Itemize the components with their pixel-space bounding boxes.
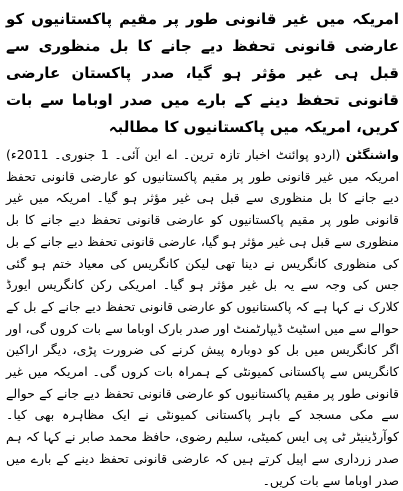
article-headline: امریکہ میں غیر قانونی طور پر مقیم پاکستانیوں کو عارضی قانونی تحفظ دیے جانے کا بل منظوری سے قبل ہی غیر مؤثر ہو گیا، صدر پاکستان عارضی قانونی تحفظ دینے کے بارے میں صدر اوباما سے بات کریں، امریکہ میں پاکستانیوں کا مطالبہ: [6, 10, 399, 136]
article-body-text: (اردو پوائنٹ اخبار تازہ ترین۔ اے این آئی۔ 1 جنوری۔ 2011ء) امریکہ میں غیر قانونی طور پر مقیم پاکستانیوں کو عارضی قانونی تحفظ دیے جانے کا بل منظوری سے قبل ہی غیر مؤثر ہو گیا۔ امریکہ میں غیر قانونی طور پر مقیم پاکستانیوں کو عارضی قانونی تحفظ دیے جانے کا بل منظوری سے قبل ہی غیر مؤثر ہو گیا، عارضی قانونی تحفظ دیے جانے کے بل کی منظوری کانگریس نے دینا تھی لیکن کانگریس کی معیاد ختم ہو گئی جس کی وجہ سے یہ بل غیر مؤثر ہو گیا۔ امریکی رکن کانگریس ایورڈ کلارک نے کہا ہے کہ پاکستانیوں کو عارضی قانونی تحفظ دیے جانے کے بل کے حوالے سے میں اسٹیٹ ڈیپارٹمنٹ اور صدر بارک اوباما سے بات کروں گی، اور اگر کانگریس میں بل کو دوبارہ پیش کرنے کی ضرورت پڑی، دیگر اراکین کانگریس سے پاکستانی کمیونٹی کے ہمراہ بات کروں گی۔ امریکہ میں غیر قانونی طور پر مقیم پاکستانیوں کو عارضی قانونی تحفظ دیے جانے کے حوالے سے مکی مسجد کے باہر پاکستانی کمیونٹی نے ایک مظاہرہ بھی کیا۔ کوآرڈینیٹر ٹی پی ایس کمیٹی، سلیم رضوی، حافظ محمد صابر نے کہا کہ ہم صدر زرداری سے اپیل کرتے ہیں کہ عارضی قانونی تحفظ دینے کے بارے میں صدر اوباما سے بات کریں۔: [6, 147, 399, 488]
article-dateline: واشنگٹن: [345, 147, 399, 162]
article-body: [6, 144, 399, 491]
